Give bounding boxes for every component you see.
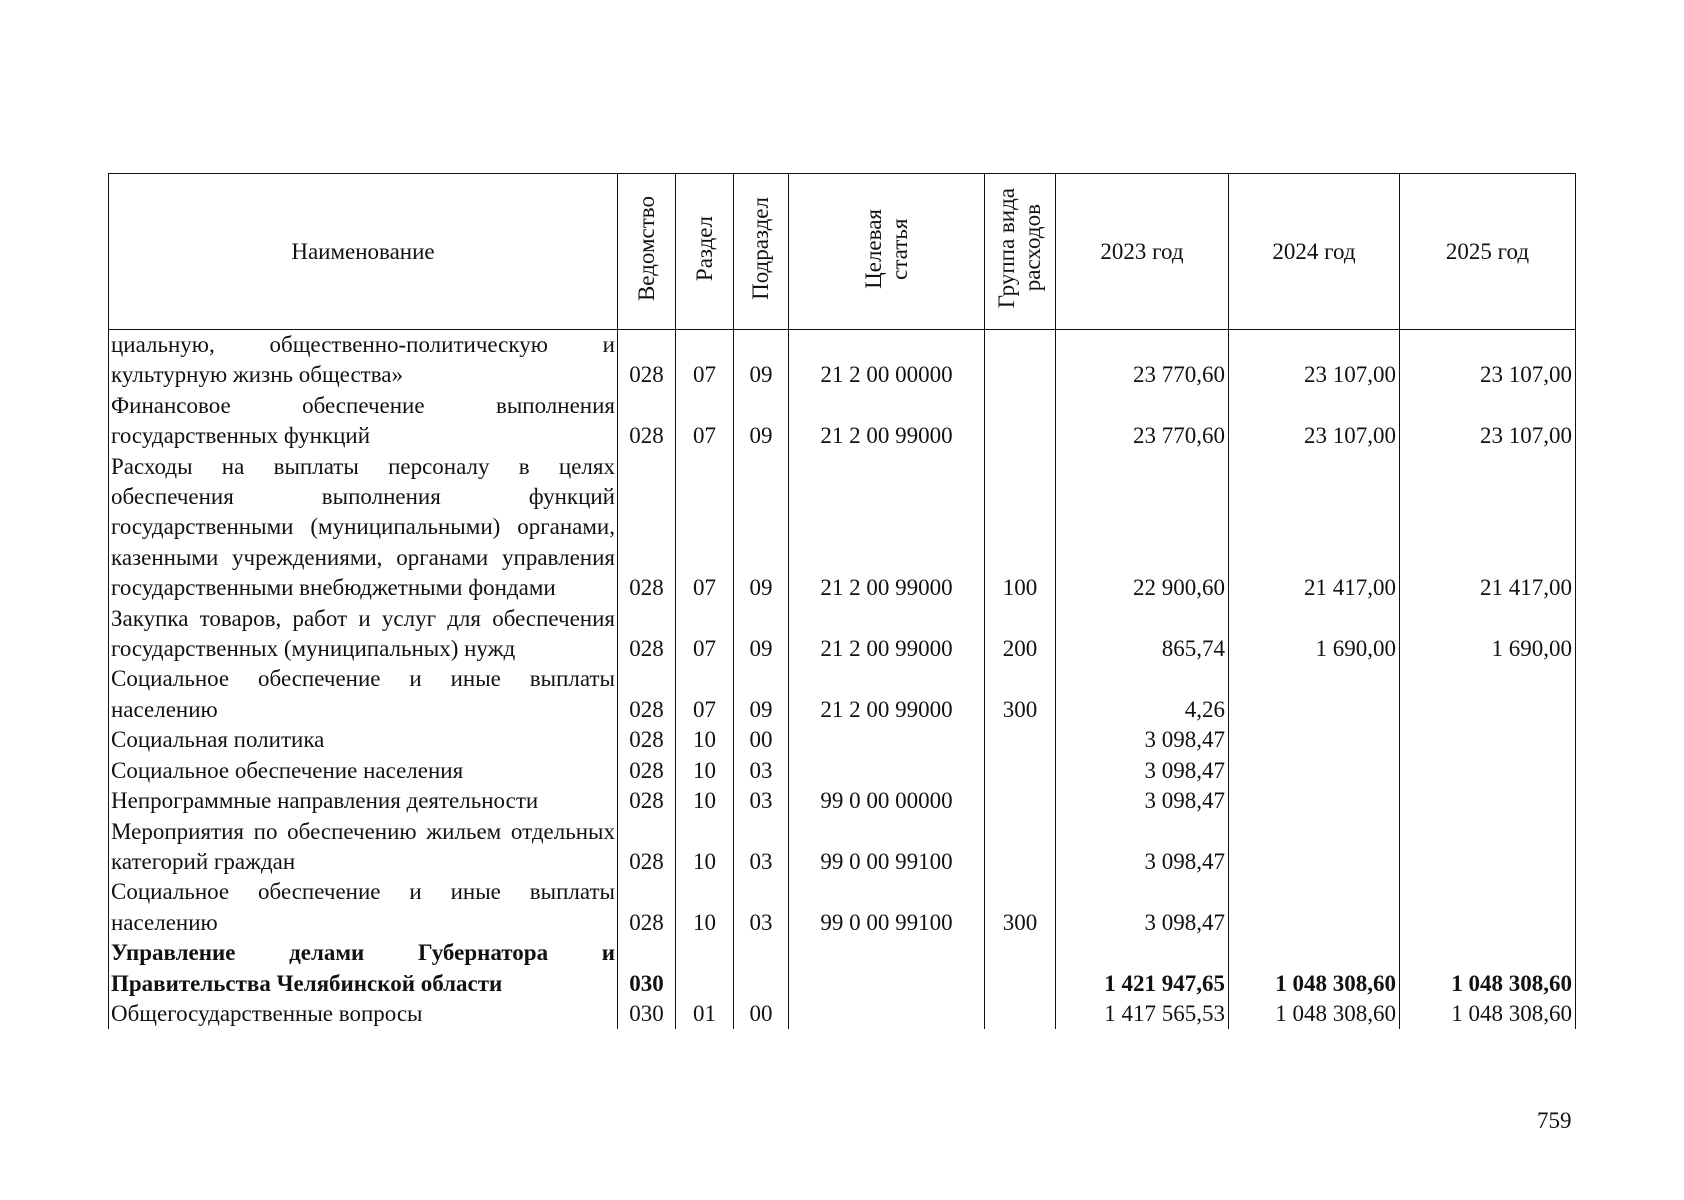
cell-2023: 1 421 947,65 [1056, 938, 1229, 999]
cell-2023: 23 770,60 [1056, 391, 1229, 452]
cell-2024: 23 107,00 [1229, 391, 1400, 452]
cell-2025 [1400, 877, 1576, 938]
cell-2025: 21 417,00 [1400, 452, 1576, 604]
cell-gruppa: 100 [985, 452, 1056, 604]
cell-2024: 1 048 308,60 [1229, 999, 1400, 1029]
cell-podrazdel: 03 [734, 877, 789, 938]
cell-podrazdel: 09 [734, 452, 789, 604]
header-2023: 2023 год [1056, 174, 1229, 330]
cell-gruppa [985, 725, 1056, 755]
cell-razdel: 10 [676, 786, 734, 816]
table-row [109, 664, 1576, 725]
cell-vedomstvo: 028 [618, 604, 676, 665]
table-row [109, 999, 1576, 1029]
cell-name: Закупка товаров, работ и услуг для обеспечения государственных (муниципальных) нужд [109, 604, 618, 665]
cell-vedomstvo: 028 [618, 725, 676, 755]
cell-vedomstvo: 028 [618, 664, 676, 725]
table-body [109, 330, 1576, 1030]
header-vedomstvo: Ведомство [618, 174, 676, 330]
cell-name: Непрограммные направления деятельности [109, 786, 618, 816]
cell-name: циальную, общественно-политическую и культурную жизнь общества» [109, 330, 618, 391]
cell-podrazdel: 09 [734, 330, 789, 391]
cell-razdel [676, 938, 734, 999]
cell-2025 [1400, 786, 1576, 816]
header-2024: 2024 год [1229, 174, 1400, 330]
header-celevaya-statya: Целевая статья [789, 174, 985, 330]
cell-2024 [1229, 877, 1400, 938]
cell-vedomstvo: 028 [618, 786, 676, 816]
cell-vedomstvo: 028 [618, 391, 676, 452]
table-row [109, 786, 1576, 816]
cell-podrazdel: 09 [734, 604, 789, 665]
cell-2024: 23 107,00 [1229, 330, 1400, 391]
cell-podrazdel: 03 [734, 756, 789, 786]
cell-celevaya-statya [789, 725, 985, 755]
header-name: Наименование [109, 174, 618, 330]
table-row [109, 452, 1576, 604]
cell-vedomstvo: 028 [618, 877, 676, 938]
cell-podrazdel: 03 [734, 817, 789, 878]
cell-name: Общегосударственные вопросы [109, 999, 618, 1029]
table-row [109, 817, 1576, 878]
cell-name: Мероприятия по обеспечению жильем отдельных категорий граждан [109, 817, 618, 878]
table-row [109, 330, 1576, 391]
cell-name: Расходы на выплаты персоналу в целях обеспечения выполнения функций государственными (муниципальными) органами, казенными учреждениями, органами управления государственными внебюджетными фондами [109, 452, 618, 604]
cell-gruppa: 200 [985, 604, 1056, 665]
cell-razdel: 10 [676, 817, 734, 878]
cell-razdel: 01 [676, 999, 734, 1029]
cell-2023: 22 900,60 [1056, 452, 1229, 604]
cell-2025: 23 107,00 [1400, 330, 1576, 391]
cell-vedomstvo: 028 [618, 756, 676, 786]
cell-2025 [1400, 725, 1576, 755]
cell-celevaya-statya: 21 2 00 00000 [789, 330, 985, 391]
cell-2023: 23 770,60 [1056, 330, 1229, 391]
cell-gruppa [985, 817, 1056, 878]
cell-name: Управление делами Губернатора и Правительства Челябинской области [109, 938, 618, 999]
cell-razdel: 10 [676, 725, 734, 755]
cell-2024 [1229, 817, 1400, 878]
cell-razdel: 07 [676, 391, 734, 452]
cell-podrazdel: 03 [734, 786, 789, 816]
table-row [109, 938, 1576, 999]
cell-celevaya-statya: 21 2 00 99000 [789, 604, 985, 665]
header-podrazdel: Подраздел [734, 174, 789, 330]
cell-razdel: 07 [676, 604, 734, 665]
table-row [109, 756, 1576, 786]
table-header-row [109, 174, 1576, 330]
cell-gruppa [985, 391, 1056, 452]
page-number: 759 [1537, 1108, 1572, 1133]
header-gruppa-vida-rashodov: Группа вида расходов [985, 174, 1056, 330]
table-row [109, 877, 1576, 938]
cell-2025 [1400, 664, 1576, 725]
cell-celevaya-statya: 21 2 00 99000 [789, 452, 985, 604]
cell-2023: 4,26 [1056, 664, 1229, 725]
cell-2024 [1229, 756, 1400, 786]
cell-podrazdel: 09 [734, 391, 789, 452]
cell-gruppa [985, 330, 1056, 391]
cell-vedomstvo: 028 [618, 330, 676, 391]
cell-podrazdel: 00 [734, 999, 789, 1029]
cell-2025 [1400, 756, 1576, 786]
cell-2024: 1 048 308,60 [1229, 938, 1400, 999]
cell-name: Социальное обеспечение населения [109, 756, 618, 786]
cell-gruppa [985, 786, 1056, 816]
cell-vedomstvo: 030 [618, 938, 676, 999]
cell-2025: 1 690,00 [1400, 604, 1576, 665]
cell-2023: 3 098,47 [1056, 725, 1229, 755]
cell-2023: 3 098,47 [1056, 786, 1229, 816]
cell-name: Социальное обеспечение и иные выплаты населению [109, 664, 618, 725]
cell-2024 [1229, 786, 1400, 816]
cell-2024 [1229, 664, 1400, 725]
cell-razdel: 07 [676, 452, 734, 604]
cell-gruppa [985, 756, 1056, 786]
cell-2023: 1 417 565,53 [1056, 999, 1229, 1029]
table-row [109, 725, 1576, 755]
cell-2024: 1 690,00 [1229, 604, 1400, 665]
cell-2024: 21 417,00 [1229, 452, 1400, 604]
cell-vedomstvo: 030 [618, 999, 676, 1029]
budget-table [108, 173, 1576, 1029]
cell-2025: 1 048 308,60 [1400, 999, 1576, 1029]
cell-vedomstvo: 028 [618, 817, 676, 878]
cell-2025: 23 107,00 [1400, 391, 1576, 452]
cell-celevaya-statya: 99 0 00 99100 [789, 877, 985, 938]
cell-celevaya-statya [789, 999, 985, 1029]
table-row [109, 391, 1576, 452]
cell-2023: 3 098,47 [1056, 817, 1229, 878]
cell-razdel: 10 [676, 756, 734, 786]
cell-razdel: 10 [676, 877, 734, 938]
cell-podrazdel: 09 [734, 664, 789, 725]
cell-vedomstvo: 028 [618, 452, 676, 604]
cell-celevaya-statya: 99 0 00 99100 [789, 817, 985, 878]
cell-name: Социальное обеспечение и иные выплаты населению [109, 877, 618, 938]
cell-2025: 1 048 308,60 [1400, 938, 1576, 999]
cell-razdel: 07 [676, 330, 734, 391]
cell-podrazdel: 00 [734, 725, 789, 755]
table-row [109, 604, 1576, 665]
cell-gruppa: 300 [985, 664, 1056, 725]
cell-podrazdel [734, 938, 789, 999]
cell-2024 [1229, 725, 1400, 755]
cell-gruppa: 300 [985, 877, 1056, 938]
header-2025: 2025 год [1400, 174, 1576, 330]
cell-2023: 3 098,47 [1056, 877, 1229, 938]
cell-gruppa [985, 938, 1056, 999]
cell-celevaya-statya: 99 0 00 00000 [789, 786, 985, 816]
header-razdel: Раздел [676, 174, 734, 330]
cell-name: Финансовое обеспечение выполнения государственных функций [109, 391, 618, 452]
cell-name: Социальная политика [109, 725, 618, 755]
cell-2023: 865,74 [1056, 604, 1229, 665]
cell-razdel: 07 [676, 664, 734, 725]
cell-celevaya-statya [789, 938, 985, 999]
cell-2023: 3 098,47 [1056, 756, 1229, 786]
cell-celevaya-statya: 21 2 00 99000 [789, 664, 985, 725]
cell-celevaya-statya: 21 2 00 99000 [789, 391, 985, 452]
cell-gruppa [985, 999, 1056, 1029]
cell-celevaya-statya [789, 756, 985, 786]
cell-2025 [1400, 817, 1576, 878]
